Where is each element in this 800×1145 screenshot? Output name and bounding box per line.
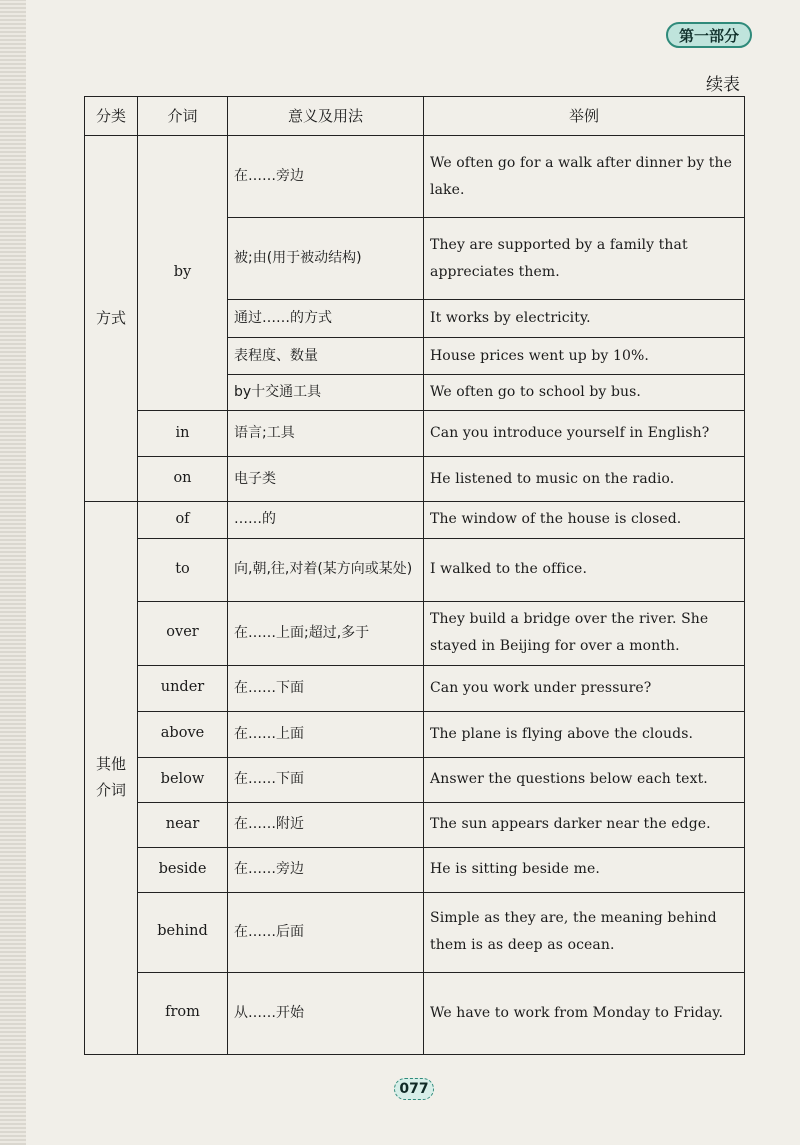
table-row — [85, 502, 745, 539]
table-row — [85, 802, 745, 847]
preposition-table — [84, 96, 745, 1055]
section-badge: 第一部分 — [666, 22, 752, 48]
prep-cell: to — [138, 538, 228, 601]
meaning-cell: 向,朝,往,对着(某方向或某处) — [228, 538, 424, 601]
header-example: 举例 — [424, 97, 745, 136]
example-cell: The window of the house is closed. — [424, 502, 745, 539]
header-meaning: 意义及用法 — [228, 97, 424, 136]
meaning-cell: by十交通工具 — [228, 375, 424, 411]
meaning-cell: 在……上面;超过,多于 — [228, 601, 424, 665]
example-cell: We have to work from Monday to Friday. — [424, 972, 745, 1054]
table-row — [85, 757, 745, 802]
example-cell: The sun appears darker near the edge. — [424, 802, 745, 847]
meaning-cell: 从……开始 — [228, 972, 424, 1054]
prep-cell: under — [138, 665, 228, 711]
meaning-cell: 被;由(用于被动结构) — [228, 218, 424, 300]
header-preposition: 介词 — [138, 97, 228, 136]
meaning-cell: 在……旁边 — [228, 847, 424, 892]
example-cell: Answer the questions below each text. — [424, 757, 745, 802]
example-cell: It works by electricity. — [424, 300, 745, 338]
table-header-row — [85, 97, 745, 136]
table-row — [85, 892, 745, 972]
meaning-cell: 语言;工具 — [228, 411, 424, 457]
meaning-cell: 在……后面 — [228, 892, 424, 972]
example-cell: We often go to school by bus. — [424, 375, 745, 411]
example-cell: They build a bridge over the river. She stayed in Beijing for over a month. — [424, 601, 745, 665]
example-cell: Simple as they are, the meaning behind them is as deep as ocean. — [424, 892, 745, 972]
meaning-cell: 在……下面 — [228, 757, 424, 802]
category-cell — [85, 136, 138, 502]
page-number: 077 — [394, 1078, 434, 1100]
example-cell: They are supported by a family that appreciates them. — [424, 218, 745, 300]
meaning-cell: 电子类 — [228, 457, 424, 502]
meaning-cell: 在……附近 — [228, 802, 424, 847]
prep-cell: over — [138, 601, 228, 665]
table-row — [85, 411, 745, 457]
example-cell: He is sitting beside me. — [424, 847, 745, 892]
category-cell — [85, 502, 138, 1055]
table-row — [85, 847, 745, 892]
table-row — [85, 457, 745, 502]
example-cell: The plane is flying above the clouds. — [424, 711, 745, 757]
prep-cell: behind — [138, 892, 228, 972]
prep-cell: in — [138, 411, 228, 457]
meaning-cell: 表程度、数量 — [228, 338, 424, 375]
prep-cell: of — [138, 502, 228, 539]
meaning-cell: 在……上面 — [228, 711, 424, 757]
example-cell: I walked to the office. — [424, 538, 745, 601]
prep-cell: below — [138, 757, 228, 802]
table-row — [85, 972, 745, 1054]
category-label: 方式 — [95, 308, 126, 327]
table-row — [85, 665, 745, 711]
prep-cell: beside — [138, 847, 228, 892]
meaning-cell: 在……下面 — [228, 665, 424, 711]
prep-cell: by — [138, 136, 228, 411]
meaning-cell: 通过……的方式 — [228, 300, 424, 338]
prep-cell: near — [138, 802, 228, 847]
prep-cell: above — [138, 711, 228, 757]
example-cell: Can you work under pressure? — [424, 665, 745, 711]
example-cell: House prices went up by 10%. — [424, 338, 745, 375]
meaning-cell: ……的 — [228, 502, 424, 539]
category-label: 其他介词 — [96, 755, 127, 799]
table-row — [85, 538, 745, 601]
meaning-cell: 在……旁边 — [228, 136, 424, 218]
table-row — [85, 711, 745, 757]
continued-label: 续表 — [706, 75, 740, 95]
page-binding-edge — [0, 0, 26, 1145]
table-row — [85, 601, 745, 665]
example-cell: He listened to music on the radio. — [424, 457, 745, 502]
example-cell: We often go for a walk after dinner by the lake. — [424, 136, 745, 218]
header-category: 分类 — [85, 97, 138, 136]
prep-cell: from — [138, 972, 228, 1054]
example-cell: Can you introduce yourself in English? — [424, 411, 745, 457]
table-row — [85, 136, 745, 218]
prep-cell: on — [138, 457, 228, 502]
